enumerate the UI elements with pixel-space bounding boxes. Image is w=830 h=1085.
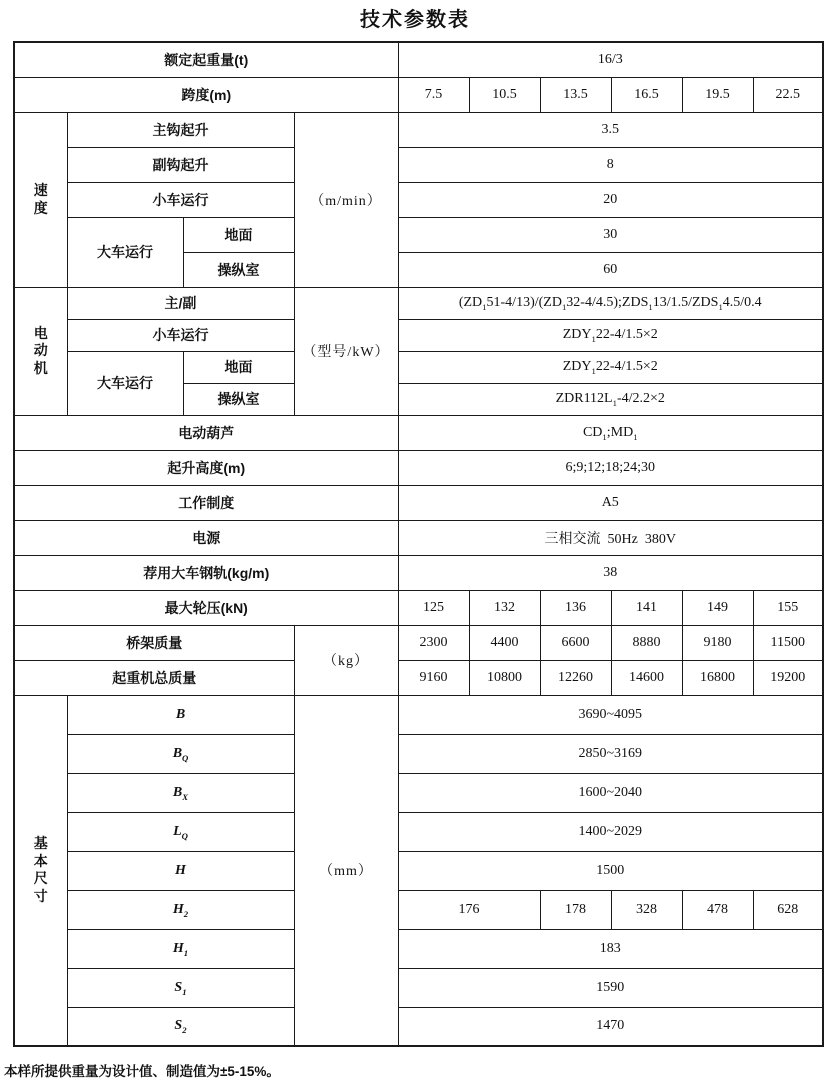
footnote: 本样所提供重量为设计值、制造值为±5-15%。	[4, 1064, 280, 1079]
dim-h2-label: $H_2$	[67, 890, 294, 929]
dim-s1-row	[14, 968, 823, 1007]
motor-trolley-label: 小车运行	[67, 319, 294, 351]
dim-bq-row	[14, 734, 823, 773]
dim-s1-label: $S_1$	[67, 968, 294, 1007]
speed-crane-cab-label: 操纵室	[183, 252, 294, 287]
bridge-mass-value-2: 6600	[540, 625, 611, 660]
max-wheel-load-row	[14, 590, 823, 625]
dim-s1-value: 1590	[398, 968, 823, 1007]
dim-h2-value-3: 478	[682, 890, 753, 929]
span-value-0: 7.5	[398, 77, 469, 112]
speed-trolley-row	[14, 182, 823, 217]
total-mass-label: 起重机总质量	[14, 660, 294, 695]
power-supply-label: 电源	[14, 520, 398, 555]
max-wheel-load-label: 最大轮压(kN)	[14, 590, 398, 625]
mass-unit: （kg）	[294, 625, 398, 695]
max-wheel-load-value-5: 155	[753, 590, 823, 625]
speed-crane-label: 大车运行	[67, 217, 183, 287]
total-mass-value-2: 12260	[540, 660, 611, 695]
speed-crane-ground-row	[14, 217, 823, 252]
dim-s2-value: 1470	[398, 1007, 823, 1046]
bridge-mass-value-1: 4400	[469, 625, 540, 660]
speed-unit: （m/min）	[294, 112, 398, 287]
motor-main-aux-value: $(ZD_151-4/13)/(ZD_132-4/4.5);ZDS_113/1.5/ZDS_14.5/0.4$	[398, 287, 823, 319]
dim-bq-label: $B_Q$	[67, 734, 294, 773]
speed-main-hoist-row	[14, 112, 823, 147]
dim-h2-value-1: 178	[540, 890, 611, 929]
motor-crane-ground-label: 地面	[183, 351, 294, 383]
dim-lq-label: $L_Q$	[67, 812, 294, 851]
lifting-height-row	[14, 450, 823, 485]
total-mass-row	[14, 660, 823, 695]
bridge-mass-value-5: 11500	[753, 625, 823, 660]
motor-crane-cab-value: $ZDR112L_1-4/2.2\times 2$	[398, 383, 823, 415]
lifting-height-value: 6;9;12;18;24;30	[398, 450, 823, 485]
speed-trolley-value: 20	[398, 182, 823, 217]
power-supply-value: 三相交流 50Hz 380V	[398, 520, 823, 555]
span-value-1: 10.5	[469, 77, 540, 112]
speed-main-hoist-value: 3.5	[398, 112, 823, 147]
dim-h2-row	[14, 890, 823, 929]
dim-h1-value: 183	[398, 929, 823, 968]
dim-h1-label: $H_1$	[67, 929, 294, 968]
span-value-4: 19.5	[682, 77, 753, 112]
dim-lq-row	[14, 812, 823, 851]
motor-crane-ground-row	[14, 351, 823, 383]
motor-unit: （型号/kW）	[294, 287, 398, 415]
dim-b-row	[14, 695, 823, 734]
dim-bx-label: $B_X$	[67, 773, 294, 812]
rail-label: 荐用大车钢轨(kg/m)	[14, 555, 398, 590]
speed-aux-hoist-value: 8	[398, 147, 823, 182]
bridge-mass-value-4: 9180	[682, 625, 753, 660]
motor-crane-label: 大车运行	[67, 351, 183, 415]
duty-class-label: 工作制度	[14, 485, 398, 520]
dim-bx-row	[14, 773, 823, 812]
rail-value: 38	[398, 555, 823, 590]
total-mass-value-1: 10800	[469, 660, 540, 695]
total-mass-value-3: 14600	[611, 660, 682, 695]
bridge-mass-value-3: 8880	[611, 625, 682, 660]
motor-main-aux-label: 主/副	[67, 287, 294, 319]
spec-table	[13, 41, 824, 1047]
dim-b-label: B	[67, 695, 294, 734]
span-value-3: 16.5	[611, 77, 682, 112]
duty-class-row	[14, 485, 823, 520]
max-wheel-load-value-4: 149	[682, 590, 753, 625]
total-mass-value-0: 9160	[398, 660, 469, 695]
duty-class-value: A5	[398, 485, 823, 520]
span-row	[14, 77, 823, 112]
dim-h2-value-2: 328	[611, 890, 682, 929]
motor-crane-cab-label: 操纵室	[183, 383, 294, 415]
speed-main-hoist-label: 主钩起升	[67, 112, 294, 147]
bridge-mass-row	[14, 625, 823, 660]
max-wheel-load-value-3: 141	[611, 590, 682, 625]
rated-capacity-label: 额定起重量(t)	[14, 42, 398, 77]
power-supply-row	[14, 520, 823, 555]
speed-crane-cab-value: 60	[398, 252, 823, 287]
bridge-mass-label: 桥架质量	[14, 625, 294, 660]
speed-crane-ground-value: 30	[398, 217, 823, 252]
motor-trolley-row	[14, 319, 823, 351]
dim-lq-value: 1400~2029	[398, 812, 823, 851]
span-label: 跨度(m)	[14, 77, 398, 112]
dim-h-value: 1500	[398, 851, 823, 890]
dim-h-label: H	[67, 851, 294, 890]
dimensions-unit: （mm）	[294, 695, 398, 1046]
dim-h2-value-0: 176	[398, 890, 540, 929]
electric-hoist-label: 电动葫芦	[14, 415, 398, 450]
span-value-2: 13.5	[540, 77, 611, 112]
speed-trolley-label: 小车运行	[67, 182, 294, 217]
motor-group-label: 电 动 机	[14, 287, 67, 415]
rail-row	[14, 555, 823, 590]
motor-main-aux-row	[14, 287, 823, 319]
dim-bq-value: 2850~3169	[398, 734, 823, 773]
max-wheel-load-value-1: 132	[469, 590, 540, 625]
speed-crane-ground-label: 地面	[183, 217, 294, 252]
total-mass-value-5: 19200	[753, 660, 823, 695]
page-title: 技术参数表	[360, 9, 470, 31]
max-wheel-load-value-2: 136	[540, 590, 611, 625]
dim-b-value: 3690~4095	[398, 695, 823, 734]
total-mass-value-4: 16800	[682, 660, 753, 695]
electric-hoist-row	[14, 415, 823, 450]
rated-capacity-row	[14, 42, 823, 77]
span-value-5: 22.5	[753, 77, 823, 112]
dim-s2-row	[14, 1007, 823, 1046]
bridge-mass-value-0: 2300	[398, 625, 469, 660]
motor-trolley-value: $ZDY_122-4/1.5\times 2$	[398, 319, 823, 351]
electric-hoist-value: $CD_1;MD_1$	[398, 415, 823, 450]
dim-h2-value-4: 628	[753, 890, 823, 929]
dim-bx-value: 1600~2040	[398, 773, 823, 812]
dim-h-row	[14, 851, 823, 890]
dimensions-group-label: 基 本 尺 寸	[14, 695, 67, 1046]
speed-aux-hoist-label: 副钩起升	[67, 147, 294, 182]
dim-s2-label: $S_2$	[67, 1007, 294, 1046]
dim-h1-row	[14, 929, 823, 968]
motor-crane-ground-value: $ZDY_122-4/1.5\times 2$	[398, 351, 823, 383]
speed-aux-hoist-row	[14, 147, 823, 182]
lifting-height-label: 起升高度(m)	[14, 450, 398, 485]
rated-capacity-value: 16/3	[398, 42, 823, 77]
max-wheel-load-value-0: 125	[398, 590, 469, 625]
speed-group-label: 速 度	[14, 112, 67, 287]
